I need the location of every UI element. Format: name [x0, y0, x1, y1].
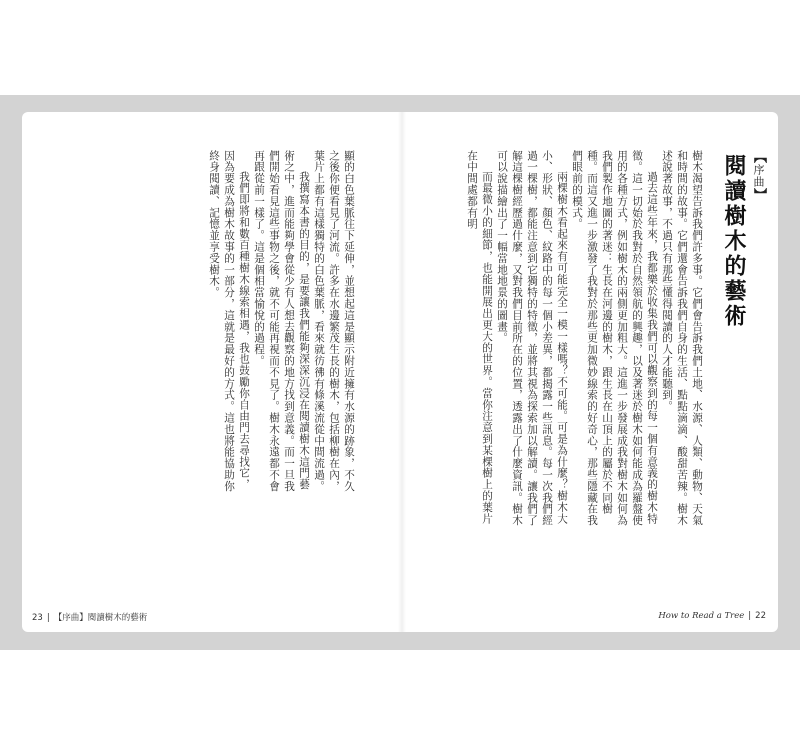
tag-text: 序曲: [752, 164, 765, 188]
paragraph: 而最微小的細節，也能開展出更大的世界。當你注意到某棵樹上的葉片在中間處都有明: [466, 150, 493, 525]
paragraph: 顯的白色葉脈往下延伸，並想起這是顯示附近擁有水源的跡象，不久之後你便看見了河流。許多在水邊繁茂生長的樹木，包括柳樹在內，葉片上都有這樣獨特的白色葉脈，看來就彷彿有條溪流從中間流過。: [313, 150, 355, 492]
tag-bracket-open: 【: [751, 150, 766, 164]
left-footer: 23 | 【序曲】閱讀樹木的藝術: [32, 613, 148, 623]
chapter-title: 閱讀樹木的藝術: [721, 154, 746, 329]
paragraph: 過去這些年來，我都樂於收集我們可以觀察到的每一個有意義的樹木特徵。這一切始於我對於自然領航的興趣，以及著迷於樹木如何能成為羅盤使用的各種方式，例如樹木的兩側更加粗大。這進一步發展成我對樹木如何為我們製作地圖的著迷：生長在河邊的樹木，跟生長在山頂上的屬於不同樹種。而這又進一步激發了我對於那些更加微妙線索的好奇心，那些隱藏在我們眼前的模式。: [571, 150, 658, 527]
right-book-title: How to Read a Tree: [658, 611, 745, 621]
left-page-body: [206, 150, 356, 500]
paragraph: 樹木渴望告訴我們許多事。它們會告訴我們土地、水源、人類、動物、天氣和時間的故事。它們還會告訴我們自身的生活、點點滴滴、酸甜苦辣。樹木述說著故事，不過只有那些懂得閱讀的人才能聽到。: [661, 150, 703, 527]
paragraph: 我們即將和數百種樹木線索相遇，我也鼓勵你自由門去尋找它，因為要成為樹木故事的一部分，這就是最好的方式。這也將能協助你終身閱讀、記憶並享受樹木。: [208, 150, 250, 492]
left-page-number: 23: [32, 613, 43, 623]
right-page-number: 22: [755, 611, 766, 621]
chapter-title-block: [718, 150, 768, 329]
book-gutter: [398, 112, 406, 632]
chapter-tag: [749, 150, 768, 202]
left-section-title: 【序曲】閱讀樹木的藝術: [53, 613, 148, 623]
tag-bracket-close: 】: [751, 188, 766, 202]
paragraph: 兩棵樹木看起來有可能完全一模一樣嗎？不可能。可是為什麼？樹木大小、形狀、顏色、紋路中的每一個小差異，都揭露一些訊息。每一次我們經過一棵樹，都能注意到它獨特的特徵，並將其視為探索加以解讀。讓我們了解這棵樹經歷過什麼，又對我們目前所在的位置，透露出了什麼資訊。樹木可以說描繪出了一幅當地地景的圖畫。: [496, 150, 568, 527]
right-footer: How to Read a Tree | 22: [658, 611, 766, 621]
paragraph: 我撰寫本書的目的，是要讓我們能夠深深沉浸在閱讀樹木這門藝術之中，進而能夠學會從少有人想去觀察的地方找到意義。而一旦我們開始看見這些事物之後，就不可能再視而不見了。樹木永遠都不會再跟從前一樣了。這是個相當愉悅的過程。: [253, 150, 310, 492]
right-page-body: [464, 150, 704, 530]
